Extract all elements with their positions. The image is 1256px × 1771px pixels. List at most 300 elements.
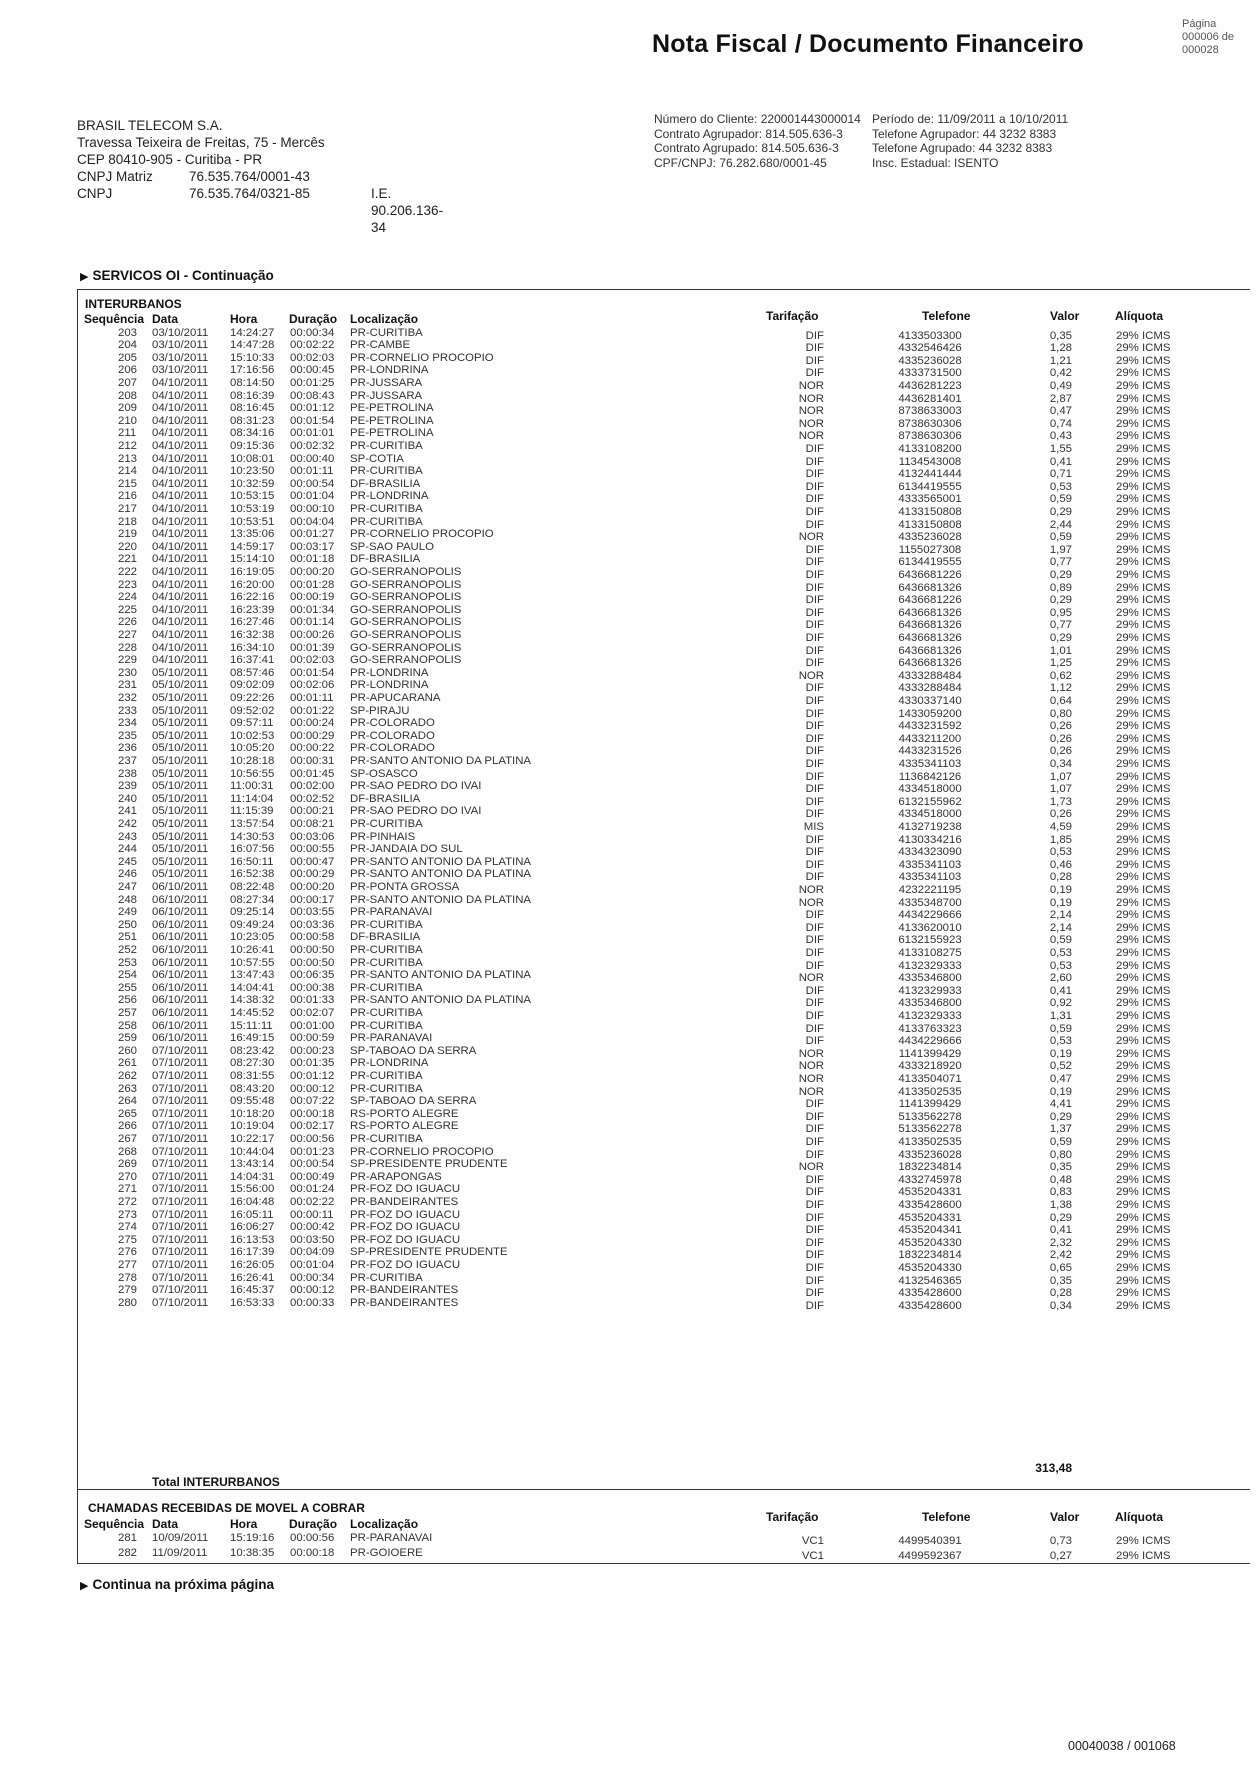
cell-localizacao: PR-PONTA GROSSA: [350, 880, 460, 893]
cell-sequencia: 265: [118, 1107, 138, 1120]
cell-tarifacao: DIF: [805, 1186, 824, 1199]
cell-sequencia: 208: [118, 389, 138, 402]
cell-sequencia: 213: [118, 452, 138, 465]
cell-valor: 0,71: [1049, 468, 1072, 481]
cell-data: 05/10/2011: [152, 679, 209, 692]
cell-duracao: 00:01:00: [290, 1019, 335, 1032]
cell-duracao: 00:01:18: [290, 553, 335, 566]
table-row: [0, 969, 1256, 985]
cell-valor: 0,29: [1049, 594, 1072, 607]
cell-sequencia: 221: [118, 553, 138, 566]
cell-aliquota: 29% ICMS: [1116, 808, 1171, 821]
cell-duracao: 00:00:18: [290, 1107, 335, 1120]
cell-tarifacao: NOR: [798, 392, 824, 405]
cell-tarifacao: NOR: [798, 1060, 824, 1073]
cell-telefone: 4132329333: [898, 959, 962, 972]
cell-telefone: 4335236028: [898, 1148, 962, 1161]
cell-duracao: 00:01:12: [290, 402, 335, 415]
cell-hora: 09:25:14: [230, 906, 275, 919]
cell-aliquota: 29% ICMS: [1116, 1135, 1171, 1148]
cell-telefone: 1832234814: [898, 1161, 962, 1174]
col-localizacao-header: Localização: [350, 1517, 419, 1531]
cell-duracao: 00:00:29: [290, 868, 335, 881]
cell-localizacao: SP-OSASCO: [350, 767, 418, 780]
cell-hora: 10:02:53: [230, 729, 275, 742]
cell-sequencia: 226: [118, 616, 138, 629]
table-row: [0, 1032, 1256, 1048]
cell-tarifacao: DIF: [805, 757, 824, 770]
cell-duracao: 00:00:22: [290, 742, 335, 755]
table-row: [0, 553, 1256, 569]
cell-aliquota: 29% ICMS: [1116, 783, 1171, 796]
cell-data: 11/09/2011: [152, 1546, 208, 1559]
table-row: [0, 1020, 1256, 1033]
cell-hora: 14:47:28: [230, 339, 275, 352]
cell-sequencia: 251: [118, 931, 138, 944]
cell-valor: 0,53: [1049, 1035, 1072, 1048]
total-interurbanos-label: Total INTERURBANOS: [152, 1475, 280, 1489]
table-row: [0, 742, 1256, 758]
cell-data: 07/10/2011: [152, 1170, 209, 1183]
cell-localizacao: PR-CURITIBA: [350, 515, 423, 528]
cell-duracao: 00:00:34: [290, 326, 335, 339]
cell-sequencia: 241: [118, 805, 138, 818]
cell-duracao: 00:00:40: [290, 452, 335, 465]
table-row: [0, 327, 1256, 340]
cell-data: 05/10/2011: [152, 855, 209, 868]
cell-valor: 0,53: [1049, 846, 1072, 859]
cell-valor: 0,34: [1049, 757, 1072, 770]
cell-sequencia: 223: [118, 578, 138, 591]
cell-tarifacao: DIF: [805, 1009, 824, 1022]
cell-data: 04/10/2011: [152, 427, 209, 440]
cell-valor: 0,62: [1049, 669, 1072, 682]
cell-duracao: 00:00:50: [290, 956, 335, 969]
cell-tarifacao: VC1: [801, 1549, 824, 1562]
col-localizacao-header: Localização: [350, 312, 419, 326]
cell-hora: 14:59:17: [230, 540, 275, 553]
cell-data: 04/10/2011: [152, 490, 209, 503]
cell-sequencia: 220: [118, 540, 138, 553]
cell-sequencia: 260: [118, 1044, 138, 1057]
cell-hora: 15:14:10: [230, 553, 275, 566]
table-row: [0, 1171, 1256, 1184]
cell-telefone: 6436681326: [898, 657, 962, 670]
cell-hora: 16:32:38: [230, 628, 275, 641]
cell-sequencia: 224: [118, 591, 138, 604]
cell-aliquota: 29% ICMS: [1116, 644, 1171, 657]
cell-hora: 13:43:14: [230, 1158, 275, 1171]
cell-sequencia: 231: [118, 679, 138, 692]
cell-aliquota: 29% ICMS: [1116, 619, 1171, 632]
cell-hora: 16:34:10: [230, 641, 275, 654]
cell-telefone: 4133108275: [898, 946, 962, 959]
cell-localizacao: PR-CURITIBA: [350, 465, 423, 478]
cell-duracao: 00:00:19: [290, 591, 335, 604]
cell-duracao: 00:02:22: [290, 1195, 335, 1208]
cell-telefone: 4535204330: [898, 1261, 962, 1274]
table-row: [0, 352, 1256, 365]
triangle-icon: ▶: [80, 271, 89, 283]
cell-duracao: 00:01:01: [290, 427, 335, 440]
cell-hora: 08:22:48: [230, 880, 275, 893]
cell-localizacao: SP-TABOAO DA SERRA: [350, 1095, 477, 1108]
cell-sequencia: 273: [118, 1208, 138, 1221]
cell-telefone: 4332546426: [898, 342, 962, 355]
cell-hora: 09:02:09: [230, 679, 275, 692]
cell-data: 05/10/2011: [152, 704, 209, 717]
cell-tarifacao: DIF: [805, 720, 824, 733]
cell-sequencia: 262: [118, 1069, 138, 1082]
cell-valor: 0,26: [1049, 720, 1072, 733]
cell-localizacao: PR-PARANAVAI: [350, 906, 433, 919]
cell-data: 06/10/2011: [152, 956, 209, 969]
cell-telefone: 6436681226: [898, 568, 962, 581]
cell-valor: 0,80: [1049, 1148, 1072, 1161]
cell-duracao: 00:00:20: [290, 880, 335, 893]
cnpj-matriz-label: CNPJ Matriz: [77, 169, 153, 184]
cell-valor: 0,47: [1049, 405, 1072, 418]
table-row: [0, 579, 1256, 592]
cell-localizacao: PR-CURITIBA: [350, 918, 423, 931]
cell-localizacao: DF-BRASILIA: [350, 792, 421, 805]
cell-valor: 0,29: [1049, 505, 1072, 518]
cell-tarifacao: DIF: [805, 606, 824, 619]
cell-duracao: 00:01:04: [290, 490, 335, 503]
cell-valor: 0,29: [1049, 1110, 1072, 1123]
cell-hora: 08:23:42: [230, 1044, 275, 1057]
cell-hora: 08:34:16: [230, 427, 275, 440]
cell-duracao: 00:03:55: [290, 906, 335, 919]
cell-tarifacao: DIF: [805, 468, 824, 481]
cell-telefone: 4335341103: [898, 871, 962, 884]
cell-tarifacao: DIF: [805, 682, 824, 695]
cell-tarifacao: DIF: [805, 732, 824, 745]
cell-data: 07/10/2011: [152, 1069, 209, 1082]
cell-data: 06/10/2011: [152, 981, 209, 994]
cell-aliquota: 29% ICMS: [1116, 1035, 1171, 1048]
cell-telefone: 1141399429: [898, 1098, 962, 1111]
cell-valor: 2,60: [1049, 972, 1072, 985]
cell-telefone: 4499540391: [898, 1535, 962, 1547]
cell-duracao: 00:02:06: [290, 679, 335, 692]
cell-data: 04/10/2011: [152, 628, 209, 641]
cell-tarifacao: DIF: [805, 909, 824, 922]
cell-valor: 1,25: [1049, 657, 1072, 670]
cell-tarifacao: DIF: [805, 342, 824, 355]
cell-hora: 16:50:11: [230, 855, 274, 868]
cell-telefone: 4433211200: [898, 732, 962, 745]
cell-telefone: 6436681326: [898, 581, 962, 594]
cell-valor: 0,52: [1049, 1060, 1072, 1073]
cell-sequencia: 206: [118, 364, 138, 377]
cell-data: 06/10/2011: [152, 1019, 209, 1032]
cell-tarifacao: DIF: [805, 581, 824, 594]
cell-data: 07/10/2011: [152, 1233, 209, 1246]
cell-duracao: 00:00:56: [290, 1132, 335, 1145]
cell-telefone: 5133562278: [898, 1123, 962, 1136]
cell-duracao: 00:00:11: [290, 1208, 334, 1221]
cell-valor: 2,32: [1049, 1236, 1072, 1249]
table-row: [0, 591, 1256, 607]
cell-sequencia: 234: [118, 717, 138, 730]
col-data-header: Data: [152, 1517, 179, 1531]
cell-hora: 16:20:00: [230, 578, 275, 591]
cell-tarifacao: DIF: [805, 556, 824, 569]
cell-localizacao: PR-CURITIBA: [350, 1132, 423, 1145]
cell-duracao: 00:01:35: [290, 1057, 335, 1070]
cell-valor: 0,27: [1049, 1549, 1072, 1562]
cell-aliquota: 29% ICMS: [1116, 329, 1171, 342]
cell-data: 05/10/2011: [152, 805, 209, 818]
cell-duracao: 00:08:43: [290, 389, 335, 402]
cell-telefone: 4535204341: [898, 1224, 962, 1237]
cell-sequencia: 249: [118, 906, 138, 919]
table-row: [0, 730, 1256, 743]
cell-hora: 08:27:30: [230, 1057, 275, 1070]
cell-sequencia: 257: [118, 1006, 138, 1019]
cell-hora: 10:22:17: [230, 1132, 275, 1145]
cell-aliquota: 29% ICMS: [1116, 1047, 1171, 1060]
cell-data: 05/10/2011: [152, 843, 209, 856]
table-row: [0, 654, 1256, 670]
cell-valor: 2,14: [1049, 909, 1072, 922]
cell-aliquota: 29% ICMS: [1116, 367, 1171, 380]
cell-duracao: 00:01:54: [290, 666, 335, 679]
cell-hora: 10:38:35: [230, 1546, 275, 1559]
cnpj-matriz-value: 76.535.764/0001-43: [189, 169, 310, 184]
cell-valor: 0,41: [1049, 1224, 1072, 1237]
table-row: [0, 528, 1256, 544]
cell-aliquota: 29% ICMS: [1116, 1535, 1171, 1547]
cell-sequencia: 209: [118, 402, 138, 415]
cell-duracao: 00:00:50: [290, 943, 335, 956]
cell-localizacao: PR-SAO PEDRO DO IVAI: [350, 780, 482, 793]
cell-valor: 0,89: [1049, 581, 1072, 594]
cell-valor: 0,64: [1049, 694, 1072, 707]
cell-data: 07/10/2011: [152, 1120, 209, 1133]
insc-estadual: Insc. Estadual: ISENTO: [872, 155, 999, 170]
cell-localizacao: PR-SANTO ANTONIO DA PLATINA: [350, 868, 532, 881]
cell-sequencia: 250: [118, 918, 138, 931]
cell-aliquota: 29% ICMS: [1116, 909, 1171, 922]
cell-valor: 0,29: [1049, 568, 1072, 581]
cell-localizacao: PR-LONDRINA: [350, 1057, 429, 1070]
cell-valor: 0,92: [1049, 997, 1072, 1010]
cell-aliquota: 29% ICMS: [1116, 1211, 1171, 1224]
table-row: [0, 465, 1256, 481]
table-row: [0, 692, 1256, 705]
cell-localizacao: PR-CURITIBA: [350, 1069, 423, 1082]
cell-hora: 13:47:43: [230, 969, 275, 982]
cell-valor: 1,97: [1049, 543, 1072, 556]
cell-data: 07/10/2011: [152, 1271, 209, 1284]
cell-data: 04/10/2011: [152, 452, 209, 465]
cell-sequencia: 212: [118, 439, 138, 452]
cell-data: 07/10/2011: [152, 1183, 209, 1196]
cell-telefone: 4335236028: [898, 531, 962, 544]
cell-localizacao: PR-LONDRINA: [350, 364, 429, 377]
cell-data: 04/10/2011: [152, 465, 209, 478]
cell-duracao: 00:01:12: [290, 1069, 335, 1082]
col-hora-header: Hora: [230, 312, 258, 326]
cell-duracao: 00:02:07: [290, 1006, 335, 1019]
cell-hora: 08:27:34: [230, 893, 275, 906]
cell-hora: 13:35:06: [230, 528, 275, 541]
cell-tarifacao: DIF: [805, 1123, 824, 1136]
cell-hora: 09:22:26: [230, 691, 275, 704]
table-row: [0, 440, 1256, 453]
company-name: BRASIL TELECOM S.A.: [77, 118, 223, 133]
cell-hora: 09:57:11: [230, 717, 274, 730]
cell-localizacao: PR-CURITIBA: [350, 981, 423, 994]
cell-duracao: 00:04:04: [290, 515, 335, 528]
cell-aliquota: 29% ICMS: [1116, 720, 1171, 733]
table-row: [0, 1133, 1256, 1146]
cell-data: 05/10/2011: [152, 780, 209, 793]
cell-valor: 1,37: [1049, 1123, 1072, 1136]
cell-duracao: 00:00:33: [290, 1296, 335, 1309]
cell-localizacao: PR-BANDEIRANTES: [350, 1296, 459, 1309]
cell-aliquota: 29% ICMS: [1116, 833, 1171, 846]
cell-hora: 09:15:36: [230, 439, 275, 452]
cell-localizacao: PR-LONDRINA: [350, 666, 429, 679]
table-row: [0, 1045, 1256, 1058]
cell-aliquota: 29% ICMS: [1116, 972, 1171, 985]
cell-sequencia: 244: [118, 843, 138, 856]
cell-telefone: 4333731500: [898, 367, 962, 380]
cell-duracao: 00:02:52: [290, 792, 335, 805]
cell-valor: 0,34: [1049, 1299, 1072, 1312]
cell-tarifacao: NOR: [798, 417, 824, 430]
table-row: [0, 1532, 1256, 1545]
cell-data: 03/10/2011: [152, 339, 209, 352]
table-row: [0, 919, 1256, 932]
cell-tarifacao: DIF: [805, 619, 824, 632]
cell-valor: 0,26: [1049, 808, 1072, 821]
periodo: Período de: 11/09/2011 a 10/10/2011: [872, 112, 1069, 126]
cell-sequencia: 219: [118, 528, 138, 541]
table-row: [0, 831, 1256, 844]
cell-telefone: 4535204331: [898, 1186, 962, 1199]
cell-duracao: 00:00:29: [290, 729, 335, 742]
cell-aliquota: 29% ICMS: [1116, 392, 1171, 405]
cell-tarifacao: DIF: [805, 745, 824, 758]
cell-localizacao: SP-PRESIDENTE PRUDENTE: [350, 1246, 508, 1259]
cell-localizacao: PR-COLORADO: [350, 742, 435, 755]
numero-cliente: Número do Cliente: 220001443000014: [654, 112, 861, 126]
cell-tarifacao: VC1: [801, 1535, 824, 1547]
table-row: [0, 667, 1256, 680]
cell-aliquota: 29% ICMS: [1116, 1098, 1171, 1111]
cell-aliquota: 29% ICMS: [1116, 505, 1171, 518]
cell-sequencia: 235: [118, 729, 138, 742]
cell-data: 07/10/2011: [152, 1221, 209, 1234]
cell-aliquota: 29% ICMS: [1116, 1249, 1171, 1262]
cell-telefone: 4333565001: [898, 493, 962, 506]
col-hora-header: Hora: [230, 1517, 258, 1531]
cell-telefone: 4436281223: [898, 379, 962, 392]
table-row: [0, 868, 1256, 884]
cell-data: 04/10/2011: [152, 641, 209, 654]
col-tarifacao-header: Tarifação: [766, 309, 819, 323]
cell-duracao: 00:00:54: [290, 477, 335, 490]
table-row: [0, 1095, 1256, 1111]
table-row: [0, 1120, 1256, 1136]
cell-aliquota: 29% ICMS: [1116, 682, 1171, 695]
cell-sequencia: 236: [118, 742, 138, 755]
cell-data: 04/10/2011: [152, 654, 209, 667]
cell-aliquota: 29% ICMS: [1116, 883, 1171, 896]
cell-duracao: 00:04:09: [290, 1246, 335, 1259]
cell-telefone: 8738630306: [898, 417, 962, 430]
cell-hora: 10:53:15: [230, 490, 275, 503]
cell-sequencia: 229: [118, 654, 138, 667]
cell-sequencia: 227: [118, 628, 138, 641]
cell-data: 04/10/2011: [152, 502, 209, 515]
continua-note: [80, 1577, 274, 1592]
cell-localizacao: SP-PRESIDENTE PRUDENTE: [350, 1158, 508, 1171]
table-row: [0, 1209, 1256, 1222]
cpf-cnpj: CPF/CNPJ: 76.282.680/0001-45: [654, 155, 827, 170]
cell-sequencia: 271: [118, 1183, 138, 1196]
cell-data: 07/10/2011: [152, 1246, 209, 1259]
cell-tarifacao: DIF: [805, 1110, 824, 1123]
cell-valor: 0,26: [1049, 745, 1072, 758]
cell-tarifacao: DIF: [805, 1211, 824, 1224]
cell-sequencia: 215: [118, 477, 138, 490]
cell-hora: 10:28:18: [230, 754, 275, 767]
table-row: [0, 1234, 1256, 1247]
cell-sequencia: 230: [118, 666, 138, 679]
cell-telefone: 4433231526: [898, 745, 962, 758]
table-row: [0, 415, 1256, 428]
cell-duracao: 00:02:32: [290, 439, 335, 452]
cell-aliquota: 29% ICMS: [1116, 694, 1171, 707]
cell-hora: 15:11:11: [230, 1019, 273, 1032]
cell-tarifacao: NOR: [798, 531, 824, 544]
cell-tarifacao: DIF: [805, 1173, 824, 1186]
cell-telefone: 4499592367: [898, 1549, 962, 1562]
cell-hora: 10:56:55: [230, 767, 275, 780]
cell-telefone: 4133150808: [898, 518, 962, 531]
cell-tarifacao: DIF: [805, 1299, 824, 1312]
cell-localizacao: PR-JANDAIA DO SUL: [350, 843, 463, 856]
cell-hora: 08:31:23: [230, 414, 275, 427]
cell-data: 06/10/2011: [152, 918, 209, 931]
cell-localizacao: GO-SERRANOPOLIS: [350, 616, 462, 629]
cell-tarifacao: NOR: [798, 669, 824, 682]
cell-sequencia: 210: [118, 414, 138, 427]
col-data-header: Data: [152, 312, 179, 326]
cell-telefone: 4133502535: [898, 1085, 962, 1098]
cell-localizacao: PR-CURITIBA: [350, 1006, 423, 1019]
cell-duracao: 00:06:35: [290, 969, 335, 982]
cell-telefone: 4132546365: [898, 1274, 962, 1287]
cell-data: 06/10/2011: [152, 943, 209, 956]
cell-data: 06/10/2011: [152, 880, 209, 893]
cell-telefone: 4335236028: [898, 354, 962, 367]
cell-aliquota: 29% ICMS: [1116, 379, 1171, 392]
cell-telefone: 4535204331: [898, 1211, 962, 1224]
client-info-right: [872, 112, 1068, 170]
cell-duracao: 00:00:17: [290, 893, 335, 906]
table-row: [0, 364, 1256, 380]
cell-hora: 16:07:56: [230, 843, 275, 856]
cell-data: 05/10/2011: [152, 691, 209, 704]
cell-tarifacao: DIF: [805, 1198, 824, 1211]
cell-valor: 0,29: [1049, 1211, 1072, 1224]
